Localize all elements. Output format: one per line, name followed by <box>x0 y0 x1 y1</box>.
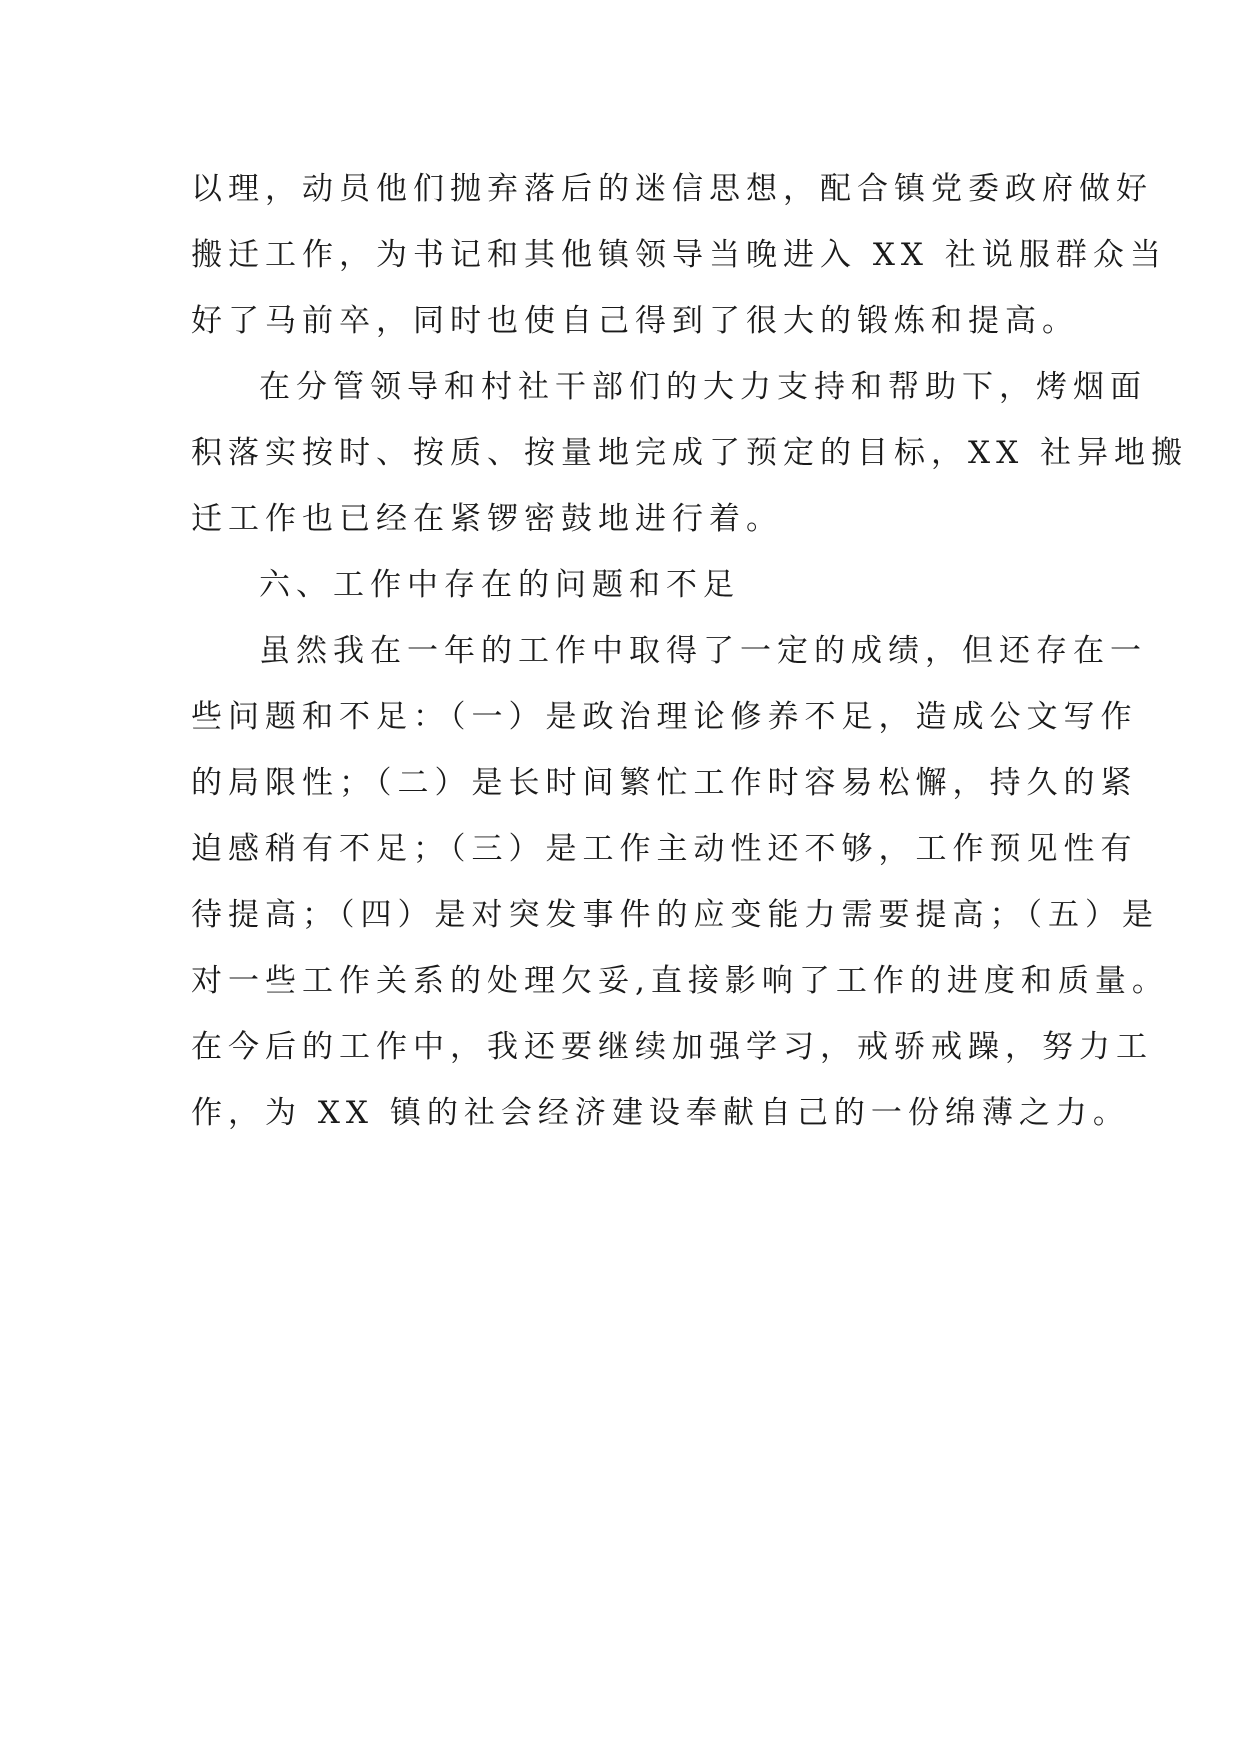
text-line: 在今后的工作中，我还要继续加强学习，戒骄戒躁，努力工 <box>191 1029 1153 1065</box>
text-line: 迁工作也已经在紧锣密鼓地进行着。 <box>191 501 783 537</box>
text-line: 搬迁工作，为书记和其他镇领导当晚进入 XX 社说服群众当 <box>191 237 1167 273</box>
text-line: 的局限性；（二）是长时间繁忙工作时容易松懈，持久的紧 <box>191 765 1138 801</box>
text-line: 迫感稍有不足；（三）是工作主动性还不够，工作预见性有 <box>191 831 1138 867</box>
text-line: 待提高；（四）是对突发事件的应变能力需要提高；（五）是 <box>191 897 1159 933</box>
text-line: 作，为 XX 镇的社会经济建设奉献自己的一份绵薄之力。 <box>191 1095 1130 1131</box>
paragraph-start-line: 虽然我在一年的工作中取得了一定的成绩，但还存在一 <box>259 633 1147 669</box>
text-line: 些问题和不足：（一）是政治理论修养不足，造成公文写作 <box>191 699 1138 735</box>
text-line: 对一些工作关系的处理欠妥,直接影响了工作的进度和质量。 <box>191 963 1169 999</box>
paragraph-start-line: 在分管领导和村社干部们的大力支持和帮助下，烤烟面 <box>259 369 1147 405</box>
text-line: 好了马前卒，同时也使自己得到了很大的锻炼和提高。 <box>191 303 1079 339</box>
text-line: 积落实按时、按质、按量地完成了预定的目标，XX 社异地搬 <box>191 435 1188 471</box>
text-line: 以理，动员他们抛弃落后的迷信思想，配合镇党委政府做好 <box>191 171 1153 207</box>
section-heading: 六、工作中存在的问题和不足 <box>259 567 740 603</box>
document-body <box>191 156 1188 1146</box>
